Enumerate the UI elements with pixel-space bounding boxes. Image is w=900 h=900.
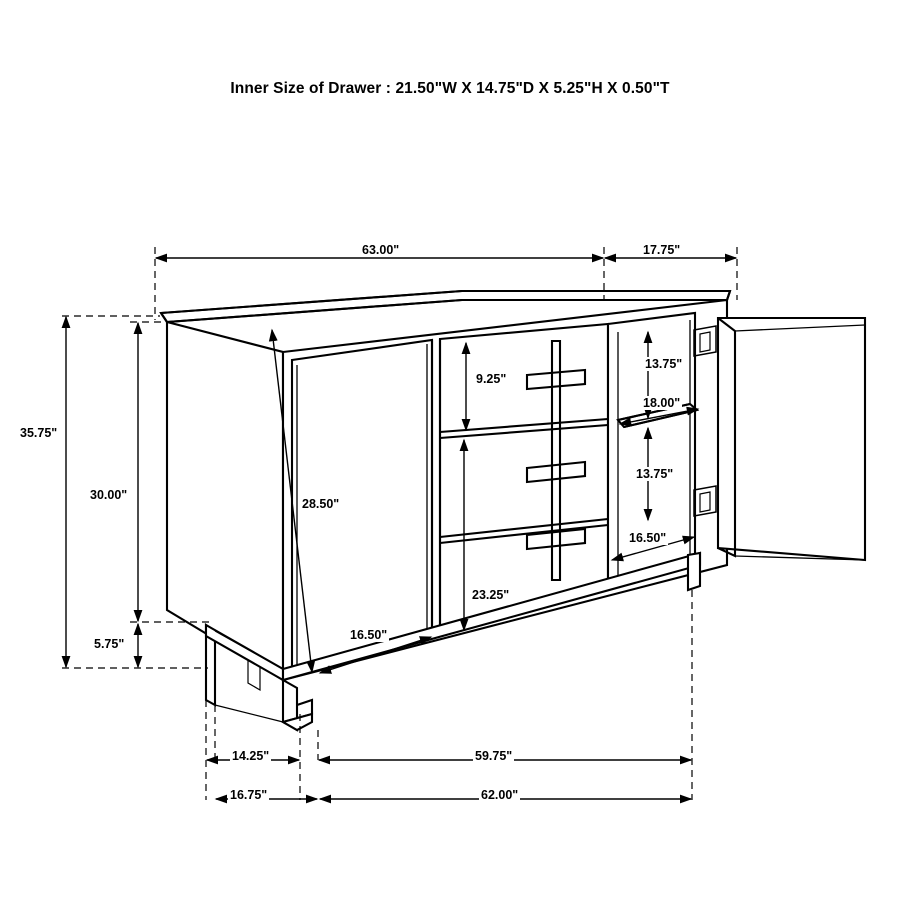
dim-base-depth: 14.25" bbox=[232, 749, 270, 763]
dim-top-width-door: 17.75" bbox=[643, 243, 681, 257]
dim-left-door-width: 16.50" bbox=[350, 628, 388, 642]
dim-left-panel-height: 28.50" bbox=[302, 497, 340, 511]
page-title: Inner Size of Drawer : 21.50"W X 14.75"D X 5.25"H X 0.50"T bbox=[230, 80, 670, 97]
dim-base-width-inner: 59.75" bbox=[475, 749, 513, 763]
dim-leg-height: 5.75" bbox=[94, 637, 125, 651]
dim-shelf-upper: 13.75" bbox=[645, 357, 683, 371]
dim-base-width-outer: 62.00" bbox=[481, 788, 519, 802]
dim-shelf-lower: 13.75" bbox=[636, 467, 674, 481]
dim-drawer-height: 9.25" bbox=[476, 372, 507, 386]
dim-overall-height: 35.75" bbox=[20, 426, 58, 440]
dim-interior-height: 23.25" bbox=[472, 588, 510, 602]
dim-shelf-depth: 18.00" bbox=[643, 396, 681, 410]
dim-right-door-width: 16.50" bbox=[629, 531, 667, 545]
dim-cabinet-height: 30.00" bbox=[90, 488, 128, 502]
dim-foot-depth: 16.75" bbox=[230, 788, 268, 802]
dim-top-width-main: 63.00" bbox=[362, 243, 400, 257]
cabinet-body bbox=[161, 291, 865, 730]
